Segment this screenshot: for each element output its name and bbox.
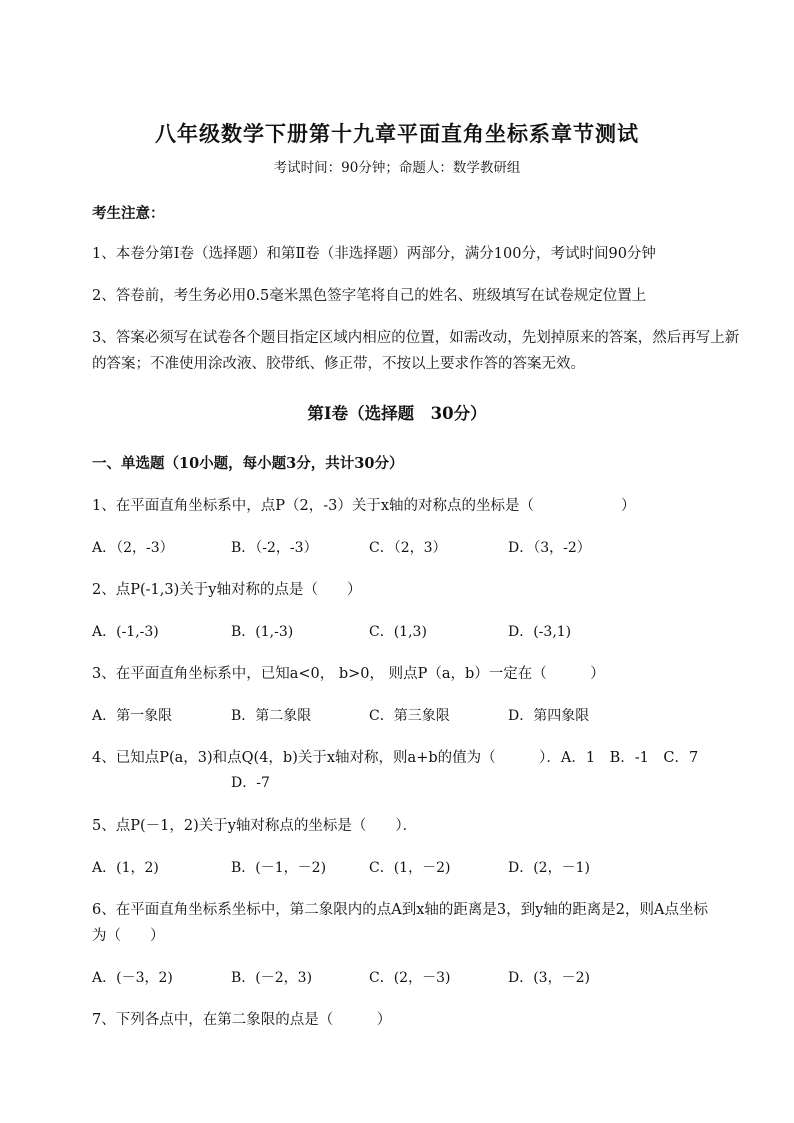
question-4-option-d[interactable]: D．-7 [231, 775, 270, 791]
question-5-stem: 5、点P(－1，2)关于y轴对称点的坐标是（ ）． [92, 818, 418, 834]
question-6-option-a[interactable]: A．(－3，2) [92, 970, 173, 986]
question-1-stem: 1、在平面直角坐标系中，点P（2，-3）关于x轴的对称点的坐标是（ ） [92, 498, 636, 514]
question-3-option-c[interactable]: C．第三象限 [369, 708, 450, 724]
question-6-option-c[interactable]: C．(2，－3) [369, 970, 451, 986]
question-5-option-c[interactable]: C．(1，－2) [369, 860, 451, 876]
question-4-stem: 4、已知点P(a，3)和点Q(4，b)关于x轴对称，则a+b的值为（ ）．A．1 B．-1 C．7 [92, 750, 699, 766]
question-3-stem: 3、在平面直角坐标系中，已知a<0， b>0， 则点P（a，b）一定在（ ） [92, 666, 605, 682]
question-5-option-a[interactable]: A．(1，2) [92, 860, 159, 876]
question-1-option-a[interactable]: A．（2，-3） [92, 540, 174, 556]
notice-item-3-cont: 的答案；不准使用涂改液、胶带纸、修正带，不按以上要求作答的答案无效。 [92, 356, 585, 372]
notice-heading: 考生注意： [92, 205, 165, 222]
question-2-option-a[interactable]: A．(-1,-3) [92, 624, 159, 640]
question-3-option-a[interactable]: A．第一象限 [92, 708, 173, 724]
question-2-option-c[interactable]: C．(1,3) [369, 624, 427, 640]
question-6-option-b[interactable]: B．(－2，3) [231, 970, 313, 986]
question-1-option-b[interactable]: B．（-2，-3） [231, 540, 318, 556]
question-6-option-d[interactable]: D．(3，－2) [508, 970, 590, 986]
notice-item-3: 3、答案必须写在试卷各个题目指定区域内相应的位置，如需改动，先划掉原来的答案，然后再写上新 [92, 330, 740, 346]
section-title: 第Ⅰ卷（选择题 30分） [307, 404, 487, 423]
question-1-option-c[interactable]: C．（2，3） [369, 540, 447, 556]
question-3-option-d[interactable]: D．第四象限 [508, 708, 590, 724]
part-heading: 一、单选题（10小题，每小题3分，共计30分） [92, 455, 404, 472]
notice-item-2: 2、答卷前，考生务必用0.5毫米黑色签字笔将自己的姓名、班级填写在试卷规定位置上 [92, 288, 647, 304]
question-1-option-d[interactable]: D．（3，-2） [508, 540, 591, 556]
question-7-stem: 7、下列各点中，在第二象限的点是（ ） [92, 1012, 392, 1028]
exam-subtitle: 考试时间：90分钟；命题人：数学教研组 [273, 160, 521, 176]
question-6-stem-cont: 为（ ） [92, 928, 165, 944]
question-2-stem: 2、点P(-1,3)关于y轴对称的点是（ ） [92, 582, 362, 598]
question-2-option-d[interactable]: D．(-3,1) [508, 624, 572, 640]
question-6-stem: 6、在平面直角坐标系坐标中，第二象限内的点A到x轴的距离是3，到y轴的距离是2，则A点坐标 [92, 902, 708, 918]
question-3-option-b[interactable]: B．第二象限 [231, 708, 312, 724]
question-5-option-d[interactable]: D．(2，－1) [508, 860, 590, 876]
notice-item-1: 1、本卷分第Ⅰ卷（选择题）和第Ⅱ卷（非选择题）两部分，满分100分，考试时间90分钟 [92, 246, 656, 262]
question-2-option-b[interactable]: B．(1,-3) [231, 624, 294, 640]
question-5-option-b[interactable]: B．(－1，－2) [231, 860, 327, 876]
page-title: 八年级数学下册第十九章平面直角坐标系章节测试 [155, 121, 639, 146]
